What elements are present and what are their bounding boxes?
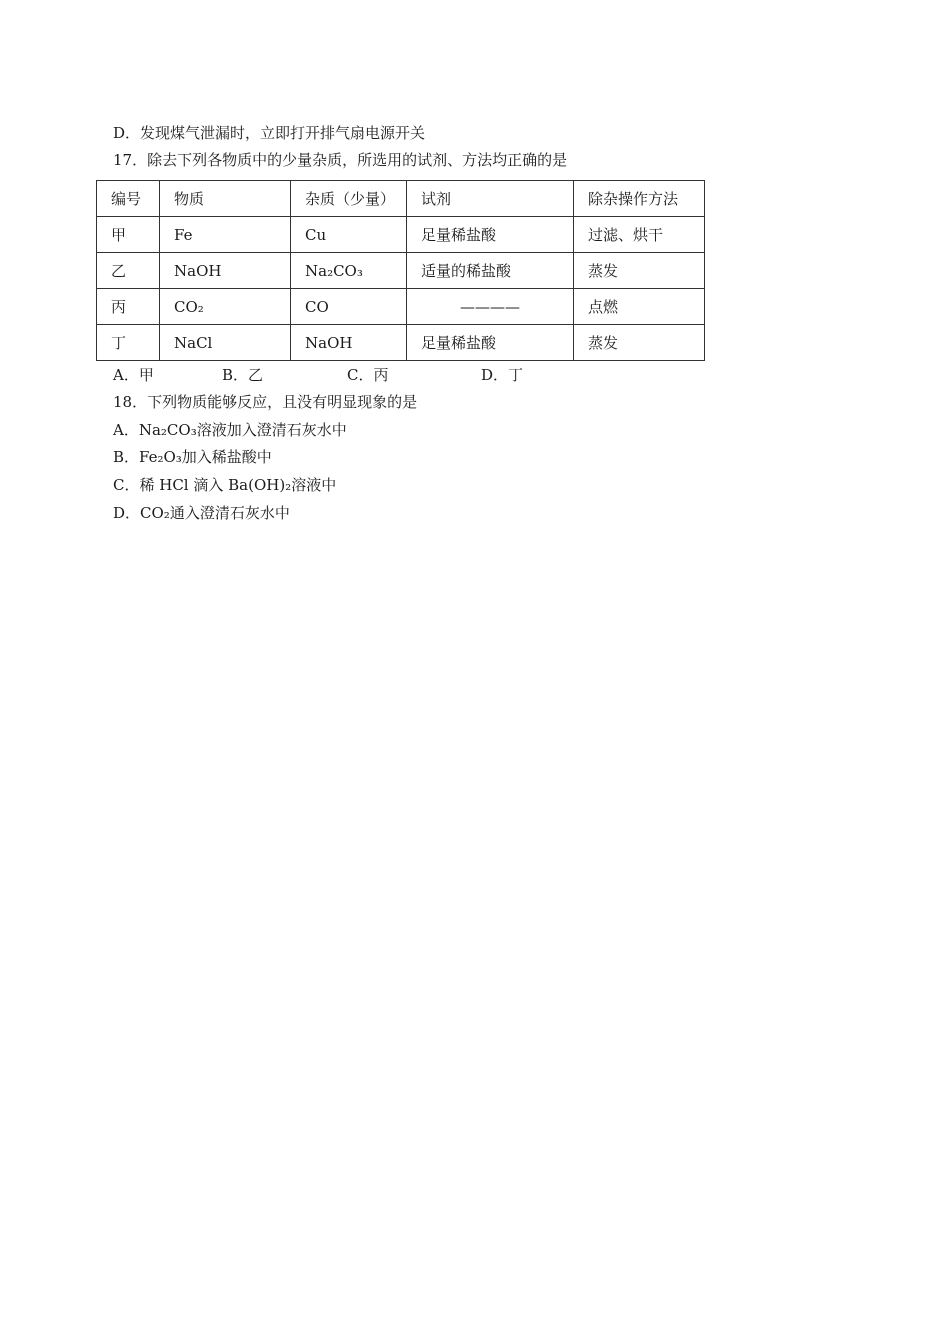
table-row bbox=[97, 217, 705, 253]
table-cell: 蒸发 bbox=[574, 325, 705, 361]
header-cell: 试剂 bbox=[407, 181, 574, 217]
q17-option-a: A．甲 bbox=[113, 366, 154, 384]
table-row bbox=[97, 253, 705, 289]
q17-table bbox=[96, 180, 705, 361]
q18-option-b: B．Fe₂O₃加入稀盐酸中 bbox=[113, 448, 272, 466]
table-cell: CO₂ bbox=[160, 289, 291, 325]
table-cell: 适量的稀盐酸 bbox=[407, 253, 574, 289]
q17-option-d: D．丁 bbox=[481, 366, 524, 384]
table-cell: NaCl bbox=[160, 325, 291, 361]
table-row bbox=[97, 289, 705, 325]
table-cell: 点燃 bbox=[574, 289, 705, 325]
table-cell: 蒸发 bbox=[574, 253, 705, 289]
q17-option-b: B．乙 bbox=[222, 366, 264, 384]
table-cell: 乙 bbox=[97, 253, 160, 289]
table-cell: NaOH bbox=[291, 325, 407, 361]
q18-option-d: D．CO₂通入澄清石灰水中 bbox=[113, 504, 290, 522]
table-cell: Na₂CO₃ bbox=[291, 253, 407, 289]
q17-option-c: C．丙 bbox=[347, 366, 389, 384]
table-row bbox=[97, 325, 705, 361]
q18-stem: 18．下列物质能够反应，且没有明显现象的是 bbox=[113, 393, 418, 411]
table-cell: Cu bbox=[291, 217, 407, 253]
table-cell: 甲 bbox=[97, 217, 160, 253]
table-cell: 足量稀盐酸 bbox=[407, 325, 574, 361]
table-cell: NaOH bbox=[160, 253, 291, 289]
table-cell: CO bbox=[291, 289, 407, 325]
header-cell: 除杂操作方法 bbox=[574, 181, 705, 217]
q16-option-d: D．发现煤气泄漏时，立即打开排气扇电源开关 bbox=[113, 124, 426, 142]
header-cell: 物质 bbox=[160, 181, 291, 217]
q17-stem: 17．除去下列各物质中的少量杂质，所选用的试剂、方法均正确的是 bbox=[113, 151, 568, 169]
header-cell: 杂质（少量） bbox=[291, 181, 407, 217]
q18-option-c: C．稀 HCl 滴入 Ba(OH)₂溶液中 bbox=[113, 476, 337, 494]
table-cell: ———— bbox=[407, 289, 574, 325]
table-cell: Fe bbox=[160, 217, 291, 253]
table-cell: 丁 bbox=[97, 325, 160, 361]
table-cell: 过滤、烘干 bbox=[574, 217, 705, 253]
table-cell: 丙 bbox=[97, 289, 160, 325]
q18-option-a: A．Na₂CO₃溶液加入澄清石灰水中 bbox=[113, 421, 347, 439]
table-cell: 足量稀盐酸 bbox=[407, 217, 574, 253]
header-cell: 编号 bbox=[97, 181, 160, 217]
table-header-row bbox=[97, 181, 705, 217]
